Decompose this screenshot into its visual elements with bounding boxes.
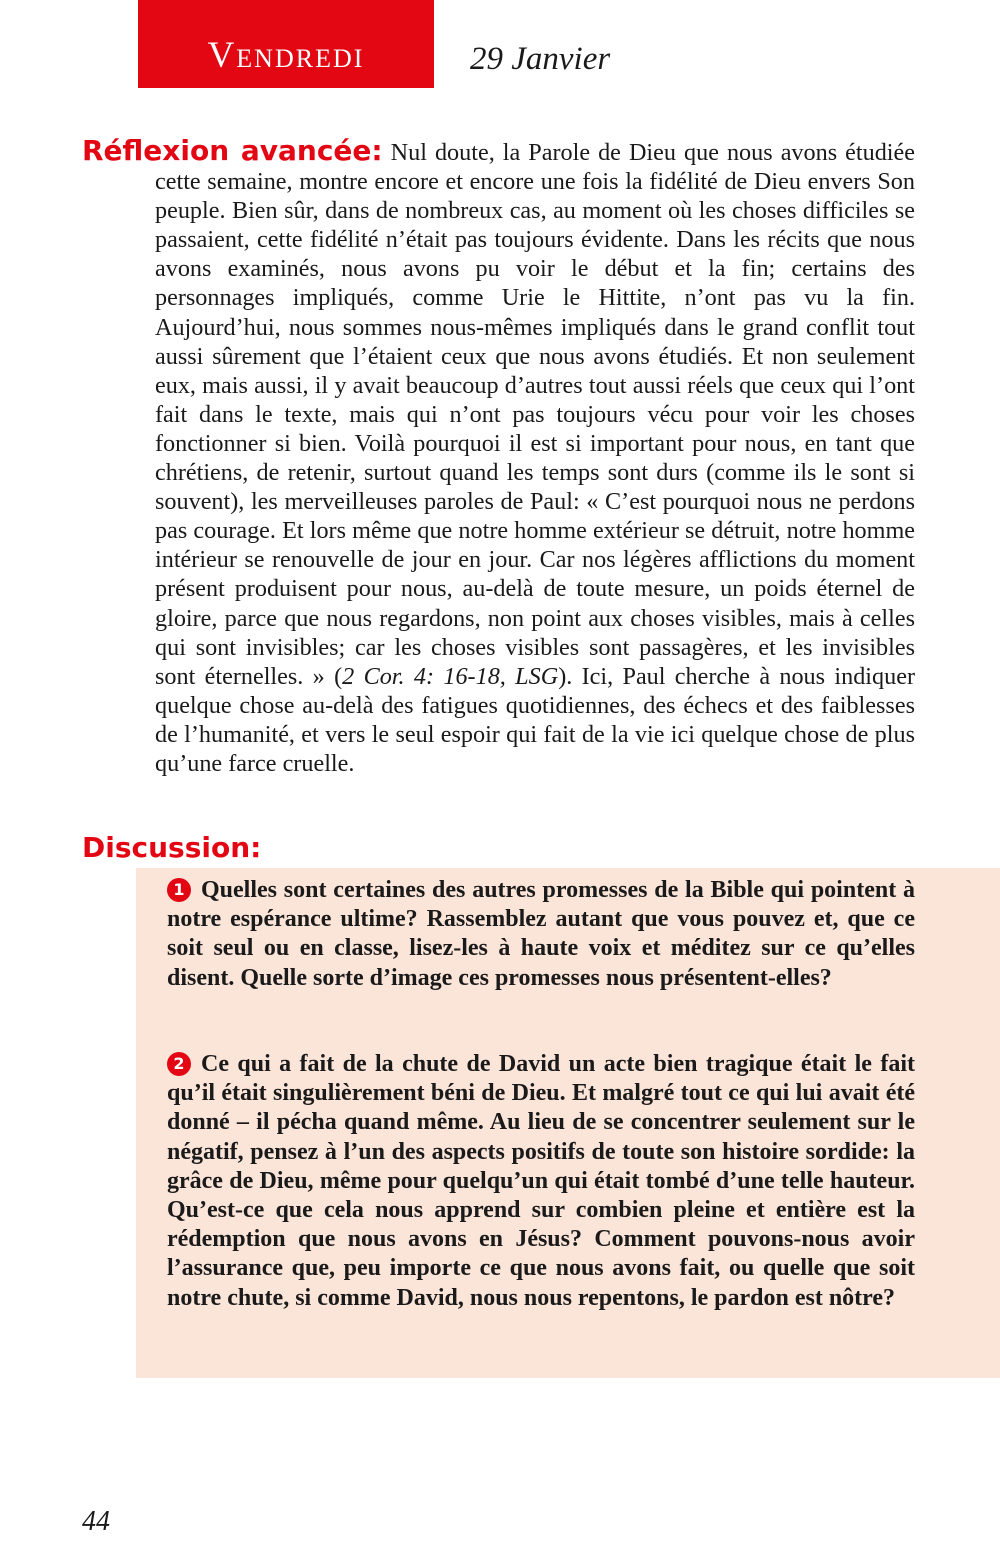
question-number-badge: 1 (167, 878, 191, 902)
reflection-text: Nul doute, la Parole de Dieu que nous avons étudiée cette semaine, montre encore et encore une fois la fidélité de Dieu envers Son peuple. Bien sûr, dans de nombreux cas, au moment où les choses difficiles se passaient, cette fidélité n’était pas toujours évidente. Dans les récits que nous avons examinés, nous avons pu voir le début et la fin; certains des personnages impliqués, comme Urie le Hittite, n’ont pas vu la fin. Aujourd’hui, nous sommes nous-mêmes impliqués dans le grand conflit tout aussi sûrement que l’étaient ceux que nous avons étudiés. Et non seulement eux, mais aussi, il y avait beaucoup d’autres tout aussi réels que ceux qui l’ont fait dans le texte, mais qui n’ont pas toujours vécu pour voir les choses fonctionner si bien. Voilà pourquoi il est si important pour nous, en tant que chrétiens, de retenir, surtout quand les temps sont durs (comme ils le sont si souvent), les merveilleuses paroles de Paul: « C’est pourquoi nous ne perdons pas courage. Et lors même que notre homme extérieur se détruit, notre homme intérieur se renouvelle de jour en jour. Car nos légères afflictions du moment présent produisent pour nous, au-delà de toute mesure, un poids éternel de gloire, parce que nous regardons, non point aux choses visibles, mais à celles qui sont invisibles; car les choses visibles sont passagères, et les invisibles sont éternelles. » ( (155, 139, 915, 690)
reflection-paragraph (82, 136, 915, 778)
discussion-question-2 (167, 1050, 915, 1313)
date-label: 29 Janvier (470, 41, 611, 77)
day-banner (138, 0, 434, 88)
discussion-question-1 (167, 876, 915, 993)
question-text: Ce qui a fait de la chute de David un acte bien tragique était le fait qu’il était singulièrement béni de Dieu. Et malgré tout ce qui lui avait été donné – il pécha quand même. Au lieu de se concentrer seulement sur le négatif, pensez à l’un des aspects positifs de toute son histoire sordide: la grâce de Dieu, même pour quelqu’un qui était tombé d’une telle hauteur. Qu’est-ce que cela nous apprend sur combien pleine et entière est la rédemption que nous avons en Jésus? Comment pouvons-nous avoir l’assurance que, peu importe ce que nous avons fait, ou quelle que soit notre chute, si comme David, nous nous repentons, le pardon est nôtre? (167, 1051, 915, 1311)
reflection-heading: Réflexion avancée: (82, 134, 383, 167)
reflection-text-end: ). Ici, Paul cherche à nous indiquer quelque chose au-delà des fatigues quotidiennes, des échecs et des faiblesses de l’humanité, et vers le seul espoir qui fait de la vie ici quelque chose de plus qu’une farce cruelle. (155, 662, 915, 777)
day-name: Vendredi (207, 35, 365, 76)
question-text: Quelles sont certaines des autres promesses de la Bible qui pointent à notre espérance ultime? Rassemblez autant que vous pouvez et, que ce soit seul ou en classe, lisez-les à haute voix et méditez sur ce qu’elles disent. Quelle sorte d’image ces promesses nous présentent-elles? (167, 877, 915, 991)
scripture-reference: 2 Cor. 4: 16-18, LSG (342, 662, 559, 690)
page-number: 44 (82, 1506, 110, 1537)
discussion-heading: Discussion: (82, 831, 262, 864)
question-number-badge: 2 (167, 1052, 191, 1076)
